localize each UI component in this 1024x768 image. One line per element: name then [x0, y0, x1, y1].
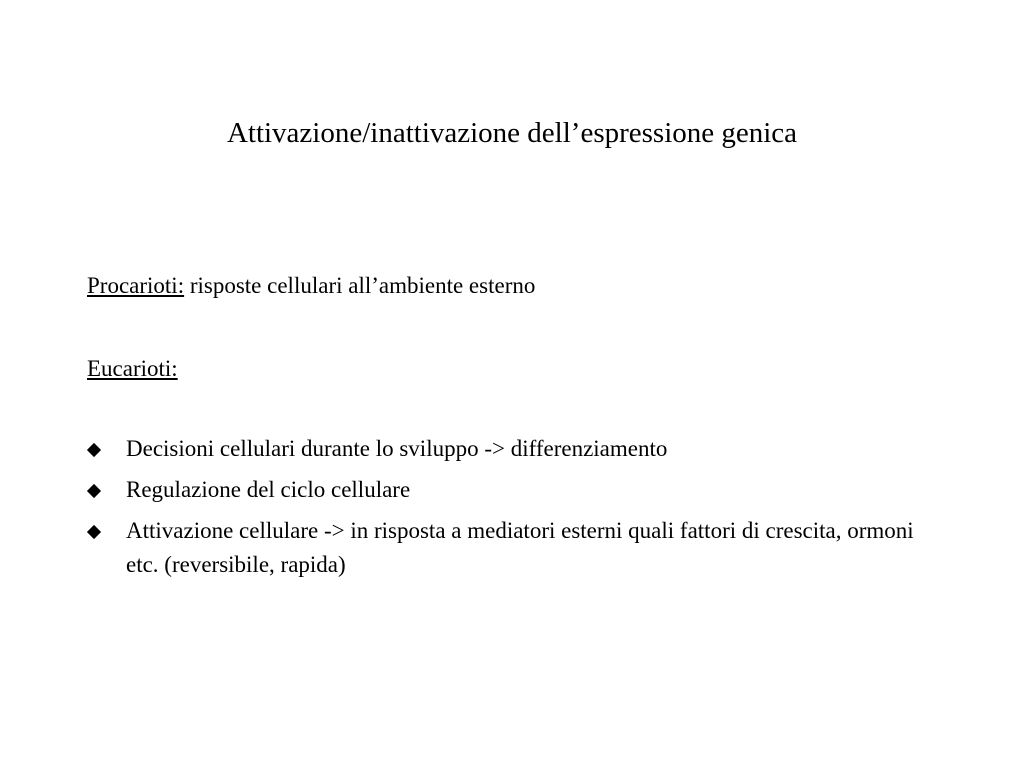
bullet-text: Attivazione cellulare -> in risposta a mediatori esterni quali fattori di crescita, ormoni etc. (reversibile, rapida): [126, 518, 914, 577]
bullet-item: [87, 514, 947, 582]
bullet-item: [87, 473, 947, 507]
procarioti-line: [87, 270, 535, 302]
diamond-bullet-icon: [87, 525, 101, 539]
slide-title: Attivazione/inattivazione dell’espressione genica: [226, 117, 798, 149]
diamond-bullet-icon: [87, 443, 101, 457]
diamond-bullet-icon: [87, 484, 101, 498]
bullet-text: Decisioni cellulari durante lo sviluppo -> differenziamento: [126, 436, 668, 461]
eucarioti-bullet-list: [87, 432, 947, 589]
procarioti-text: risposte cellulari all’ambiente esterno: [189, 273, 536, 298]
bullet-item: [87, 432, 947, 466]
eucarioti-label: Eucarioti:: [87, 356, 178, 381]
procarioti-label: Procarioti:: [87, 273, 185, 298]
eucarioti-line: [87, 353, 178, 385]
bullet-text: Regulazione del ciclo cellulare: [126, 477, 411, 502]
